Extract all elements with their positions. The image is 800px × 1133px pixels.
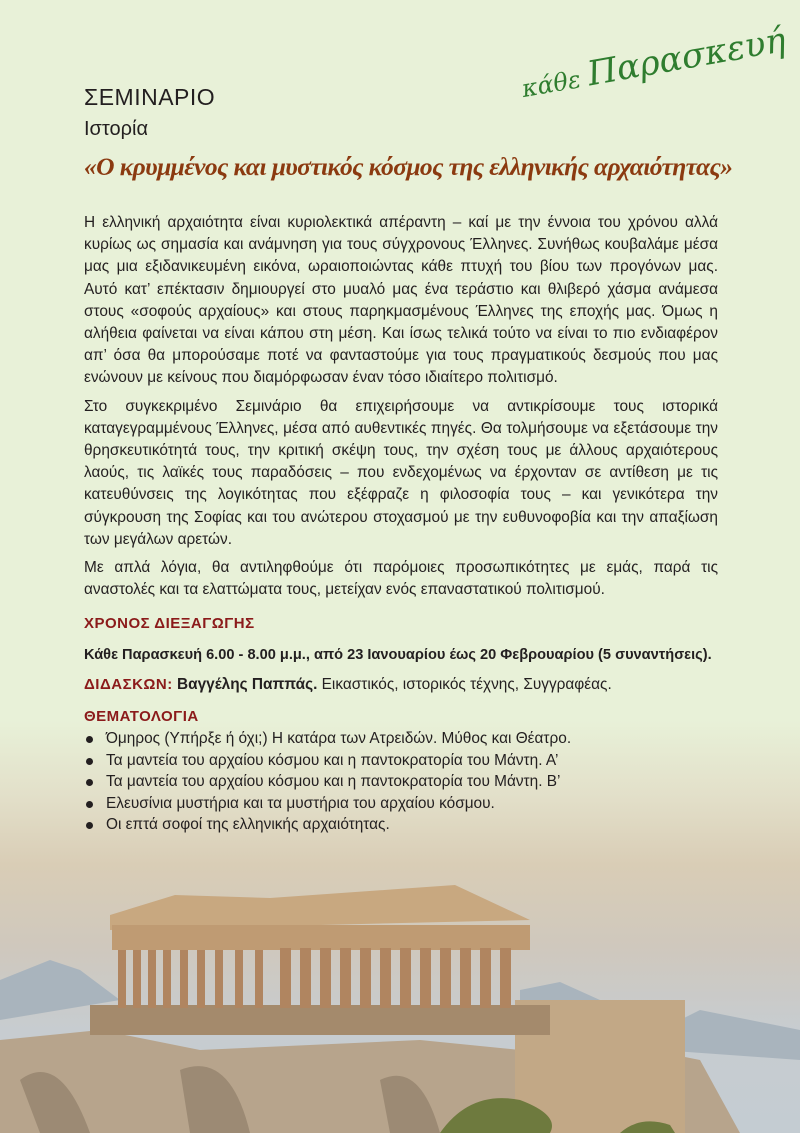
schedule-text: Κάθε Παρασκευή 6.00 - 8.00 μ.μ., από 23 Ιανουαρίου έως 20 Φεβρουαρίου (5 συναντήσεις). <box>84 646 712 663</box>
topic-text: Ελευσίνια μυστήρια και τα μυστήρια του αρχαίου κόσμου. <box>106 794 495 812</box>
bullet-icon <box>86 822 93 829</box>
teacher-name: Βαγγέλης Παππάς. <box>177 675 318 693</box>
seminar-label: ΣΕΜΙΝΑΡΙΟ <box>84 84 216 110</box>
teacher-label: ΔΙΔΑΣΚΩΝ <box>84 675 168 693</box>
temple-entablature <box>112 925 530 950</box>
teacher-line <box>84 674 718 696</box>
schedule-heading: ΧΡΟΝΟΣ ΔΙΕΞΑΓΩΓΗΣ <box>84 615 255 633</box>
intro-paragraph-1: Η ελληνική αρχαιότητα είναι κυριολεκτικά απέραντη – καί με την έννοια του χρόνου αλλά κυρίως ως σημασία και ανάμνηση για τους σύγχρονους Έλληνες. Συνήθως κουβαλάμε μέσα μας μια εξιδανικευμένη εικόνα, ωραιοποιώντας κάθε πτυχή του βίου των προγόνων μας. Αυτό κατ’ επέκτασιν δημιουργεί στο μυαλό μας ένα τεράστιο και θλιβερό χάσμα ανάμεσα στους «σοφούς αρχαίους» και στους παρηκμασμένους Έλληνες της εποχής μας. Όμως η αλήθεια φαίνεται να είναι κάπου στη μέση. Και ίσως τελικά τούτο να είναι το πιο ενδιαφέρον απ’ όσα θα μπορούσαμε ποτέ να φανταστούμε για τους πραγματικούς δεσμούς που μας ενώνουν με κείνους που διαμόρφωσαν έναν τόσο ιδιαίτερο πολιτισμό. <box>84 214 718 387</box>
topic-text: Όμηρος (Υπήρξε ή όχι;) Η κατάρα των Ατρειδών. Μύθος και Θέατρο. <box>106 730 572 748</box>
intro-paragraph-3: Με απλά λόγια, θα αντιληφθούμε ότι παρόμοιες προσωπικότητες με εμάς, παρά τις αναστολές και τα ελαττώματα τους, μετείχαν ενός επαναστατικού πολιτισμού. <box>84 559 718 599</box>
temple-roof <box>110 885 530 930</box>
intro-paragraph-2: Στο συγκεκριμένο Σεμινάριο θα επιχειρήσουμε να αντικρίσουμε τους ιστορικά καταγεγραμμένους Έλληνες, μέσα από αυθεντικές πηγές. Θα τολμήσουμε να εξετάσουμε την θρησκευτικότητά τους, την κριτική σκέψη τους, την σχέση τους με άλλους αρχαιότερους λαούς, τις λαϊκές τους παραδόσεις – που ενδεχομένως να έρχονταν σε αντίθεση με τις κατευθύνσεις της λογικότητας που εξέφραζε η φιλοσοφία τους – και γενικότερα την σύγκρουση της Σοφίας και του ανώτερου στοχασμού με την ευθυνοφοβία και την απαξίωση των μεγάλων αρετών. <box>84 397 718 548</box>
every-friday-script <box>518 20 789 106</box>
topic-text: Τα μαντεία του αρχαίου κόσμου και η παντοκρατορία του Μάντη. Α’ <box>106 751 559 769</box>
seminar-title: «Ο κρυμμένος και μυστικός κόσμος της ελληνικής αρχαιότητας» <box>84 152 733 181</box>
teacher-role: Εικαστικός, ιστορικός τέχνης, Συγγραφέας. <box>321 675 612 693</box>
topics-list <box>84 728 718 836</box>
temple-platform <box>90 1005 550 1035</box>
subject-label: Ιστορία <box>84 118 149 140</box>
topic-text: Οι επτά σοφοί της ελληνικής αρχαιότητας. <box>106 816 390 834</box>
bullet-icon <box>86 779 93 786</box>
topic-item <box>84 814 718 836</box>
topic-item <box>84 771 718 793</box>
bullet-icon <box>86 758 93 765</box>
script-small: κάθε <box>519 65 583 104</box>
topic-text: Τα μαντεία του αρχαίου κόσμου και η παντοκρατορία του Μάντη. Β’ <box>106 773 561 791</box>
teacher-colon: : <box>167 675 173 693</box>
bullet-icon <box>86 736 93 743</box>
body-content <box>84 212 718 836</box>
bullet-icon <box>86 801 93 808</box>
topics-heading: ΘΕΜΑΤΟΛΟΓΙΑ <box>84 708 199 726</box>
topic-item <box>84 728 718 750</box>
temple-columns <box>118 948 511 1008</box>
topic-item <box>84 750 718 772</box>
script-big: Παρασκευή <box>584 20 789 95</box>
topic-item <box>84 793 718 815</box>
